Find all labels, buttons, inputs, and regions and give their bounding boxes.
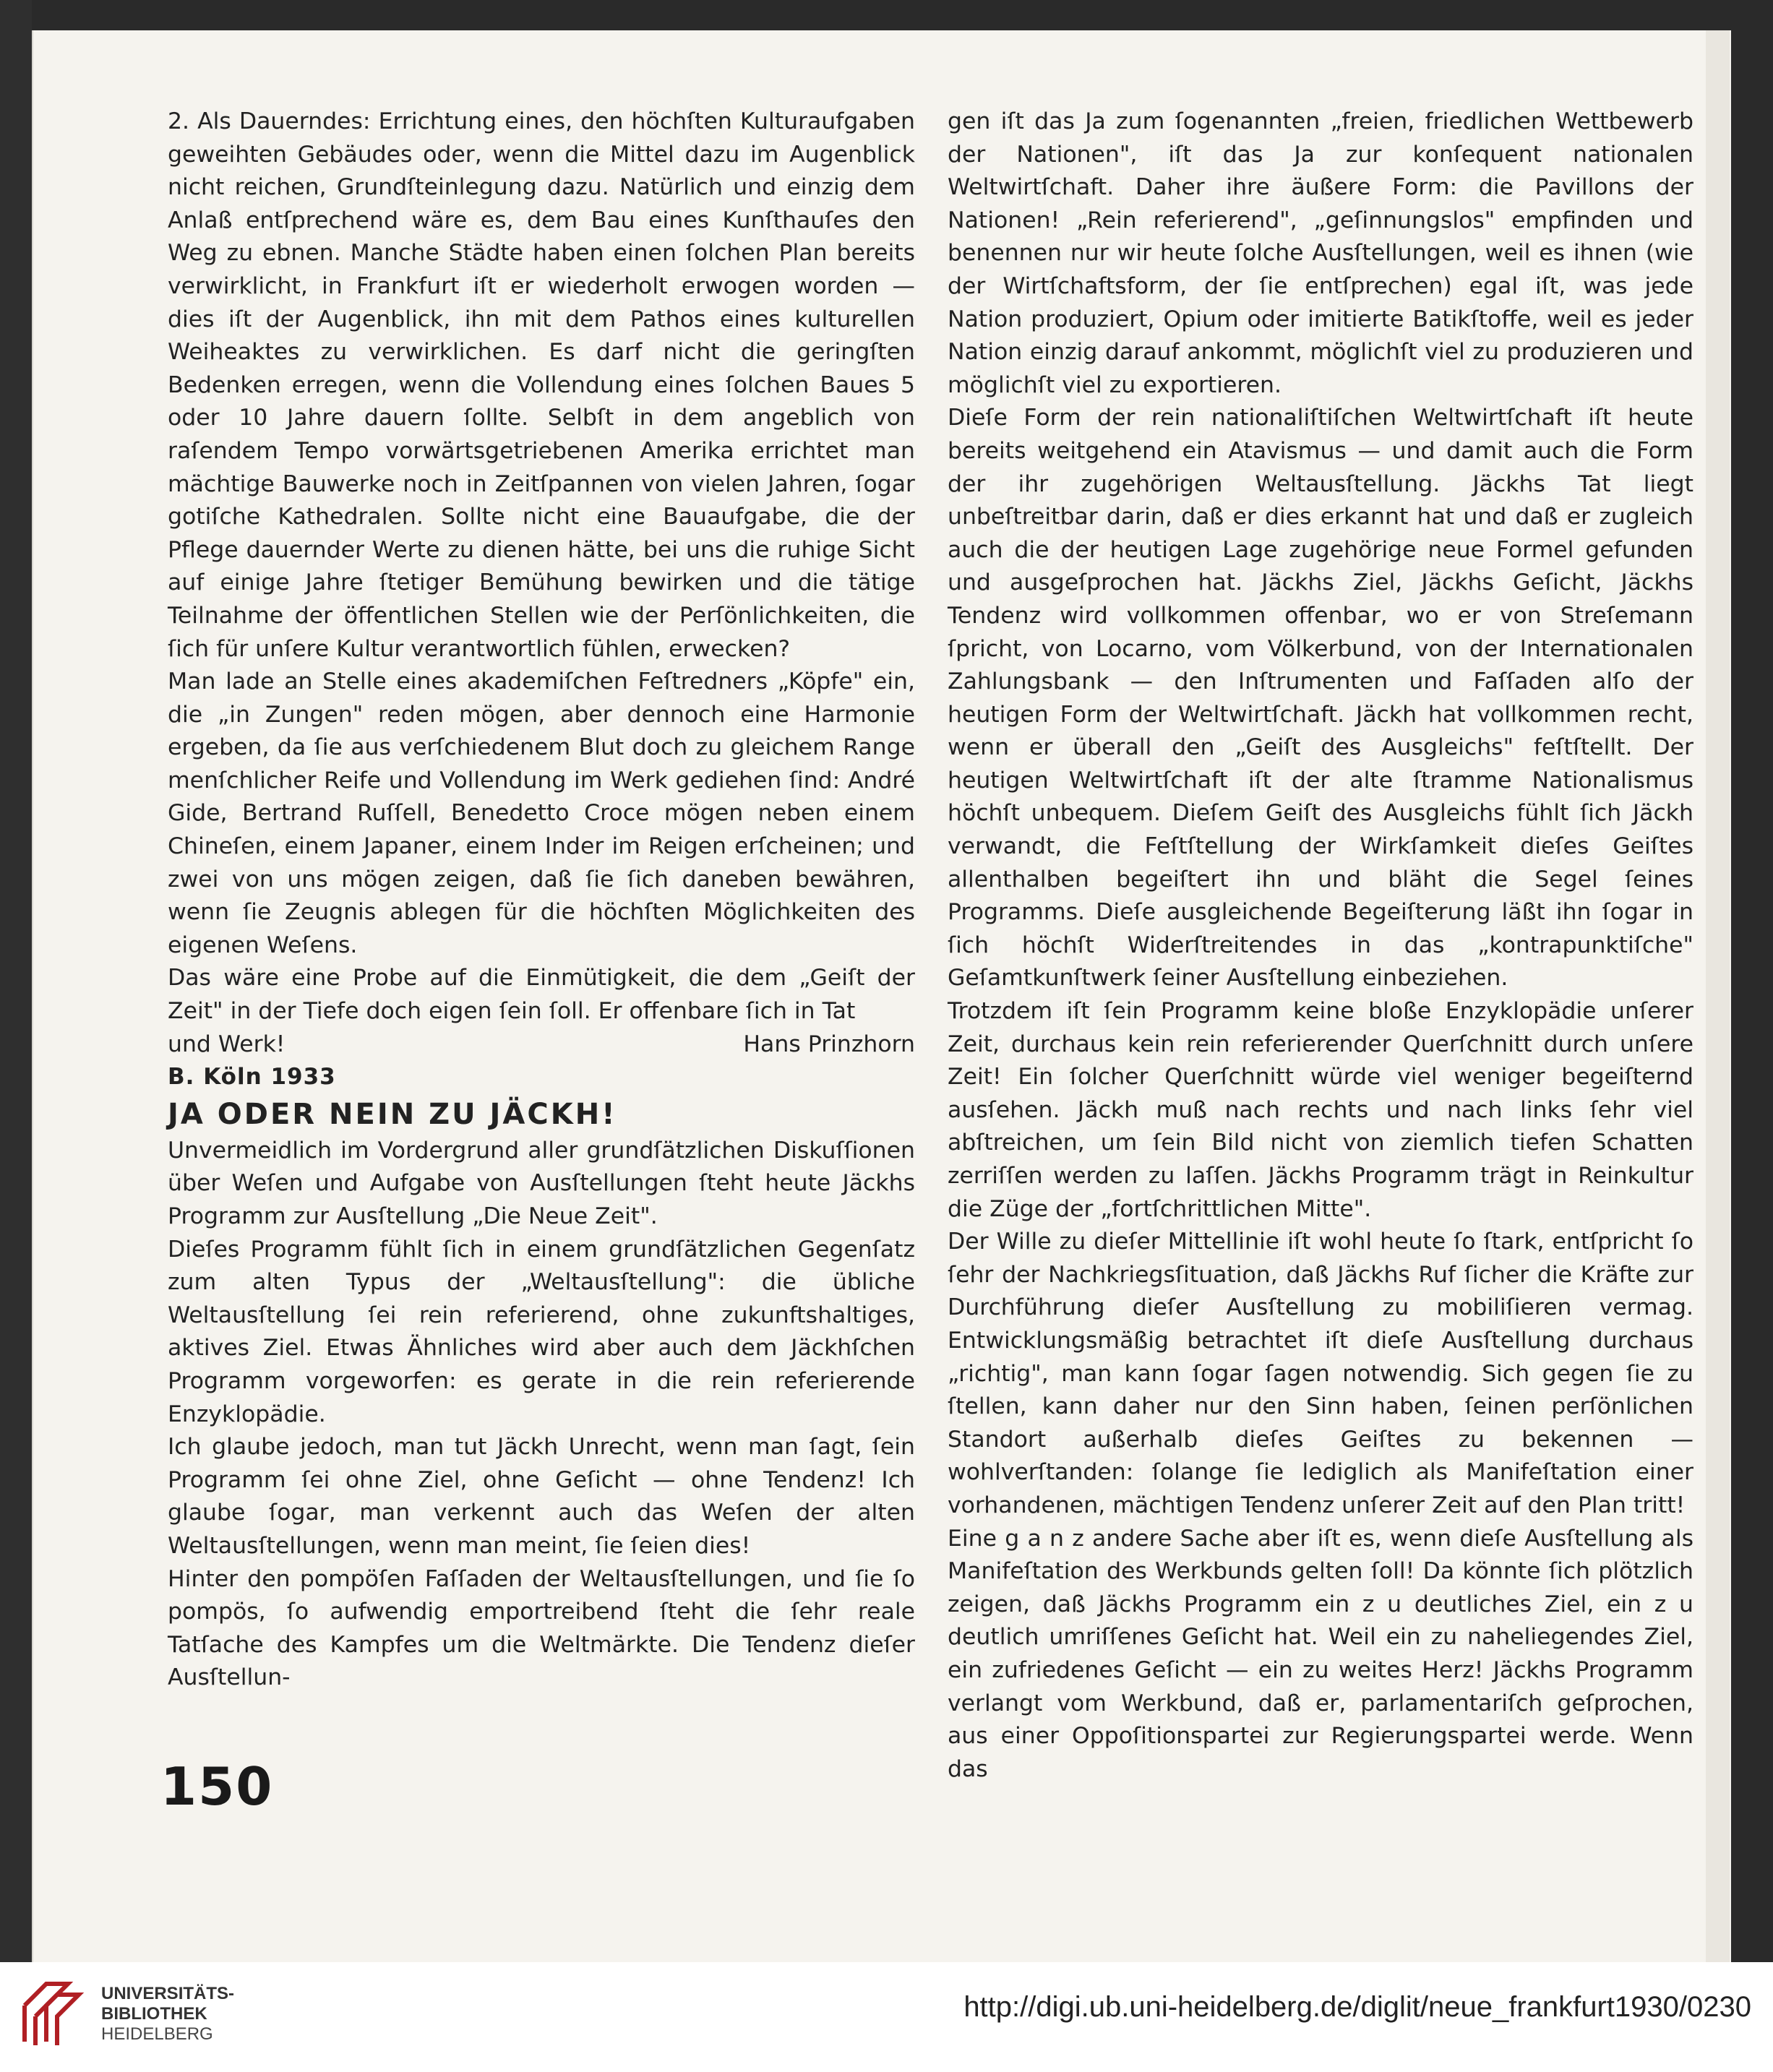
library-name [101,1984,234,2045]
paragraph: Der Wille zu dieſer Mittellinie iſt wohl heute ſo ſtark, entſpricht ſo ſehr der Nachkriegsſituation, daß Jäckhs Ruf ſicher die Kräfte zur Durchführung dieſer Ausſtellung zu mobiliſieren vermag. Entwicklungsmäßig betrachtet iſt dieſe Ausſtellung durchaus „richtig", man kann ſogar ſagen notwendig. Sich gegen ſie zu ſtellen, kann daher nur den Sinn haben, ſeinen perſönlichen Standort außerhalb dieſes Geiſtes zu bekennen — wohlverſtanden: ſolange ſie lediglich als Manifeſtation einer vorhandenen, mächtigen Tendenz unſerer Zeit auf den Plan tritt! [948,1229,1693,1518]
library-logo-icon [17,1977,90,2049]
paragraph-end: und Werk! [168,1031,286,1057]
paragraph: Eine g a n z andere Sache aber iſt es, wenn dieſe Ausſtellung als Manifeſtation des Werkbunds gelten ſoll! Da könnte ſich plötzlich zeigen, daß Jäckhs Programm ein z u deutliches Ziel, ein z u deutlich umriſſenes Geſicht hat. Weil ein zu naheliegendes Ziel, ein zufriedenes Geſicht — ein zu weites Herz! Jäckhs Programm verlangt vom Werkbund, daß er, parlamentariſch geſprochen, aus einer Oppoſitionspartei zur Regierungspartei werde. Wenn das [948,1525,1693,1782]
page-edge [1706,30,1730,1962]
scan-border-left [0,0,32,1962]
paragraph: Dieſe Form der rein nationaliſtiſchen Weltwirtſchaft iſt heute bereits weitgehend ein Atavismus — und damit auch die Form der ihr zugehörigen Weltausſtellung. Jäckhs Tat liegt unbeſtreitbar darin, daß er dies erkannt hat und daß er zugleich auch die der heutigen Lage zugehörige neue Formel gefunden und ausgeſprochen hat. Jäckhs Ziel, Jäckhs Geſicht, Jäckhs Tendenz wird vollkommen offenbar, wo er von Streſemann ſpricht, von Locarno, vom Völkerbund, von der Internationalen Zahlungsbank — den Inſtrumenten und Faſſaden alſo der heutigen Form der Weltwirtſchaft. Jäckh hat vollkommen recht, wenn er überall den „Geiſt des Ausgleichs" feſtſtellt. Der heutigen Weltwirtſchaft iſt der alte ſtramme Nationalismus höchſt unbequem. Dieſem Geiſt des Ausgleichs fühlt ſich Jäckh verwandt, die Feſtſtellung der Wirkſamkeit dieſes Geiſtes allenthalben begeiſtert ihn und bläht die Segel ſeines Programms. Dieſe ausgleichende Begeiſterung läßt ihn ſogar in ſich höchſt Widerſtreitendes in das „kontrapunktiſche" Geſamtkunſtwerk ſeiner Ausſtellung einbeziehen. [948,405,1693,992]
section-label: B. Köln 1933 [168,1064,336,1091]
paragraph: 2. Als Dauerndes: Errichtung eines, den höchſten Kulturaufgaben geweihten Gebäudes oder, wenn die Mittel dazu im Augenblick nicht reichen, Grundſteinlegung dazu. Natürlich und einzig dem Anlaß entſprechend wäre es, dem Bau eines Kunſthauſes den Weg zu ebnen. Manche Städte haben einen ſolchen Plan bereits verwirklicht, in Frankfurt iſt er wiederholt erwogen worden — dies iſt der Augenblick, ihn mit dem Pathos eines kulturellen Weiheaktes zu verwirklichen. Es darf nicht die geringſten Bedenken erregen, wenn die Vollendung eines ſolchen Baues 5 oder 10 Jahre dauern ſollte. Selbſt in dem angeblich von raſendem Tempo vorwärtsgetriebenen Amerika errichtet man mächtige Bauwerke noch in Zeitſpannen von vielen Jahren, ſogar gotiſche Kathedralen. Sollte nicht eine Bauaufgabe, die der Pflege dauernder Werte zu dienen hätte, bei uns die ruhige Sicht auf einige Jahre ſtetiger Bemühung bewirken und die tätige Teilnahme der öffentlichen Stellen wie der Perſönlichkeiten, die ſich für unſere Kultur verantwortlich fühlen, erwecken? [168,108,915,662]
article-title: JA ODER NEIN ZU JÄCKH! [168,1097,617,1131]
page-number: 150 [160,1756,274,1817]
right-column [948,106,1693,1786]
left-column [168,106,915,1695]
paragraph: gen iſt das Ja zum ſogenannten „freien, friedlichen Wettbewerb der Nationen", iſt das Ja zur konſequent nationalen Weltwirtſchaft. Daher ihre äußere Form: die Pavillons der Nationen! „Rein referierend", „geſinnungslos" empfinden und benennen nur wir heute ſolche Ausſtellungen, weil es ihnen (wie der Wirtſchaftsform, der ſie entſprechen) egal iſt, was jede Nation produziert, Opium oder imitierte Batikſtoffe, weil es jeder Nation einzig darauf ankommt, möglichſt viel zu produzieren und möglichſt viel zu exportieren. [948,108,1693,398]
paragraph: Unvermeidlich im Vordergrund aller grundſätzlichen Diskuſſionen über Weſen und Aufgabe von Ausſtellungen ſteht heute Jäckhs Programm zur Ausſtellung „Die Neue Zeit". [168,1137,915,1229]
paragraph: Hinter den pompöſen Faſſaden der Weltausſtellungen, und ſie ſo pompös, ſo aufwendig emportreibend ſteht die ſehr reale Tatſache des Kampfes um die Weltmärkte. Die Tendenz dieſer Ausſtellun- [168,1565,915,1691]
library-name-line: UNIVERSITÄTS- [101,1984,235,2003]
paragraph: Man lade an Stelle eines akademiſchen Feſtredners „Köpfe" ein, die „in Zungen" reden mögen, aber dennoch eine Harmonie ergeben, da ſie aus verſchiedenem Blut doch zu gleichem Range menſchlicher Reife und Vollendung im Werk gediehen ſind: André Gide, Bertrand Ruſſell, Benedetto Croce mögen neben einem Chineſen, einem Japaner, einem Inder im Reigen erſcheinen; und zwei von uns mögen zeigen, daß ſie ſich daneben bewähren, wenn ſie Zeugnis ablegen für die höchſten Möglichkeiten des eigenen Weſens. [168,669,915,958]
signature-line [168,1028,915,1062]
scan-border-top [0,0,1773,30]
paragraph: Das wäre eine Probe auf die Einmütigkeit, die dem „Geiſt der Zeit" in der Tiefe doch eigen ſein ſoll. Er offenbare ſich in Tat [168,965,915,1025]
permalink-url[interactable]: http://digi.ub.uni-heidelberg.de/diglit/neue_frankfurt1930/0230 [963,1991,1751,2023]
paragraph: Trotzdem iſt ſein Programm keine bloße Enzyklopädie unſerer Zeit, durchaus kein rein referierender Querſchnitt durch unſere Zeit! Ein ſolcher Querſchnitt würde viel weniger begeiſternd ausſehen. Jäckh muß nach rechts und nach links ſehr viel abſtreichen, um ſein Bild nicht von ziemlich tiefen Schatten zerriſſen werden zu laſſen. Jäckhs Programm trägt in Reinkultur die Züge der „fortſchrittlichen Mitte". [948,998,1693,1222]
scan-border-right [1730,0,1773,1962]
library-name-line: HEIDELBERG [101,2024,213,2044]
paragraph: Ich glaube jedoch, man tut Jäckh Unrecht, wenn man ſagt, ſein Programm ſei ohne Ziel, ohne Geſicht — ohne Tendenz! Ich glaube ſogar, man verkennt auch das Weſen der alten Weltausſtellungen, wenn man meint, ſie ſeien dies! [168,1434,915,1559]
library-name-line: BIBLIOTHEK [101,2004,207,2024]
author-signature: Hans Prinzhorn [743,1031,915,1057]
paragraph: Dieſes Programm fühlt ſich in einem grundſätzlichen Gegenſatz zum alten Typus der „Weltausſtellung": die übliche Weltausſtellung ſei rein referierend, ohne zukunftshaltiges, aktives Ziel. Etwas Ähnliches wird aber auch dem Jäckhſchen Programm vorgeworfen: es gerate in die rein referierende Enzyklopädie. [168,1236,915,1427]
